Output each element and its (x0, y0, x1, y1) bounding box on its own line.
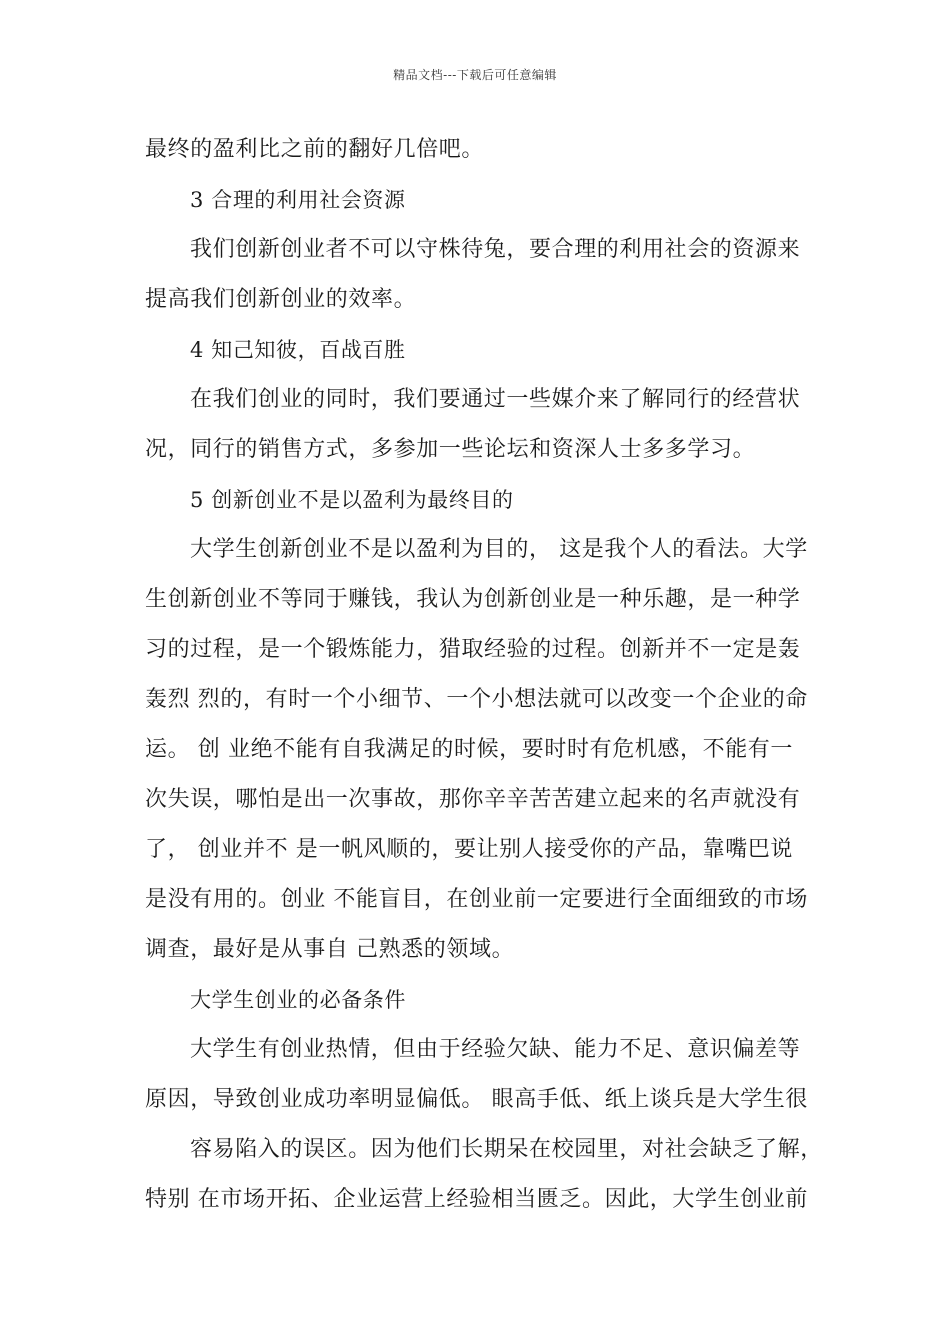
text-line: 生创新创业不等同于赚钱，我认为创新创业是一种乐趣，是一种学 (145, 587, 801, 612)
text-line: 我们创新创业者不可以守株待兔，要合理的利用社会的资源来 (190, 237, 801, 262)
text-line: 最终的盈利比之前的翻好几倍吧。 (145, 137, 485, 162)
section-heading: 4 知己知彼，百战百胜 (190, 338, 406, 362)
text-line: 次失误，哪怕是出一次事故，那你辛辛苦苦建立起来的名声就没有 (145, 787, 801, 812)
section-heading: 5 创新创业不是以盈利为最终目的 (190, 488, 514, 512)
text-line: 了， 创业并不 是一帆风顺的，要让别人接受你的产品，靠嘴巴说 (145, 837, 793, 862)
section-heading: 3 合理的利用社会资源 (190, 188, 406, 212)
section-heading: 大学生创业的必备条件 (190, 988, 406, 1012)
text-line: 是没有用的。创业 不能盲目，在创业前一定要进行全面细致的市场 (145, 887, 808, 912)
text-line: 况，同行的销售方式，多参加一些论坛和资深人士多多学习。 (145, 437, 756, 462)
text-line: 轰烈 烈的，有时一个小细节、一个小想法就可以改变一个企业的命 (145, 687, 808, 712)
text-line: 大学生创新创业不是以盈利为目的， 这是我个人的看法。大学 (190, 537, 808, 562)
text-line: 调查，最好是从事自 己熟悉的领域。 (145, 937, 515, 962)
text-line: 大学生有创业热情，但由于经验欠缺、能力不足、意识偏差等 (190, 1037, 801, 1062)
text-line: 容易陷入的误区。因为他们长期呆在校园里，对社会缺乏了解， (190, 1137, 823, 1162)
text-line: 习的过程，是一个锻炼能力，猎取经验的过程。创新并不一定是轰 (145, 637, 801, 662)
text-line: 提高我们创新创业的效率。 (145, 287, 417, 312)
text-line: 在我们创业的同时，我们要通过一些媒介来了解同行的经营状 (190, 387, 801, 412)
text-line: 特别 在市场开拓、企业运营上经验相当匮乏。因此，大学生创业前 (145, 1187, 808, 1212)
text-line: 运。 创 业绝不能有自我满足的时候，要时时有危机感，不能有一 (145, 737, 793, 762)
text-line: 原因，导致创业成功率明显偏低。 眼高手低、纸上谈兵是大学生很 (145, 1087, 808, 1112)
page-header: 精品文档---下载后可任意编辑 (393, 68, 557, 82)
